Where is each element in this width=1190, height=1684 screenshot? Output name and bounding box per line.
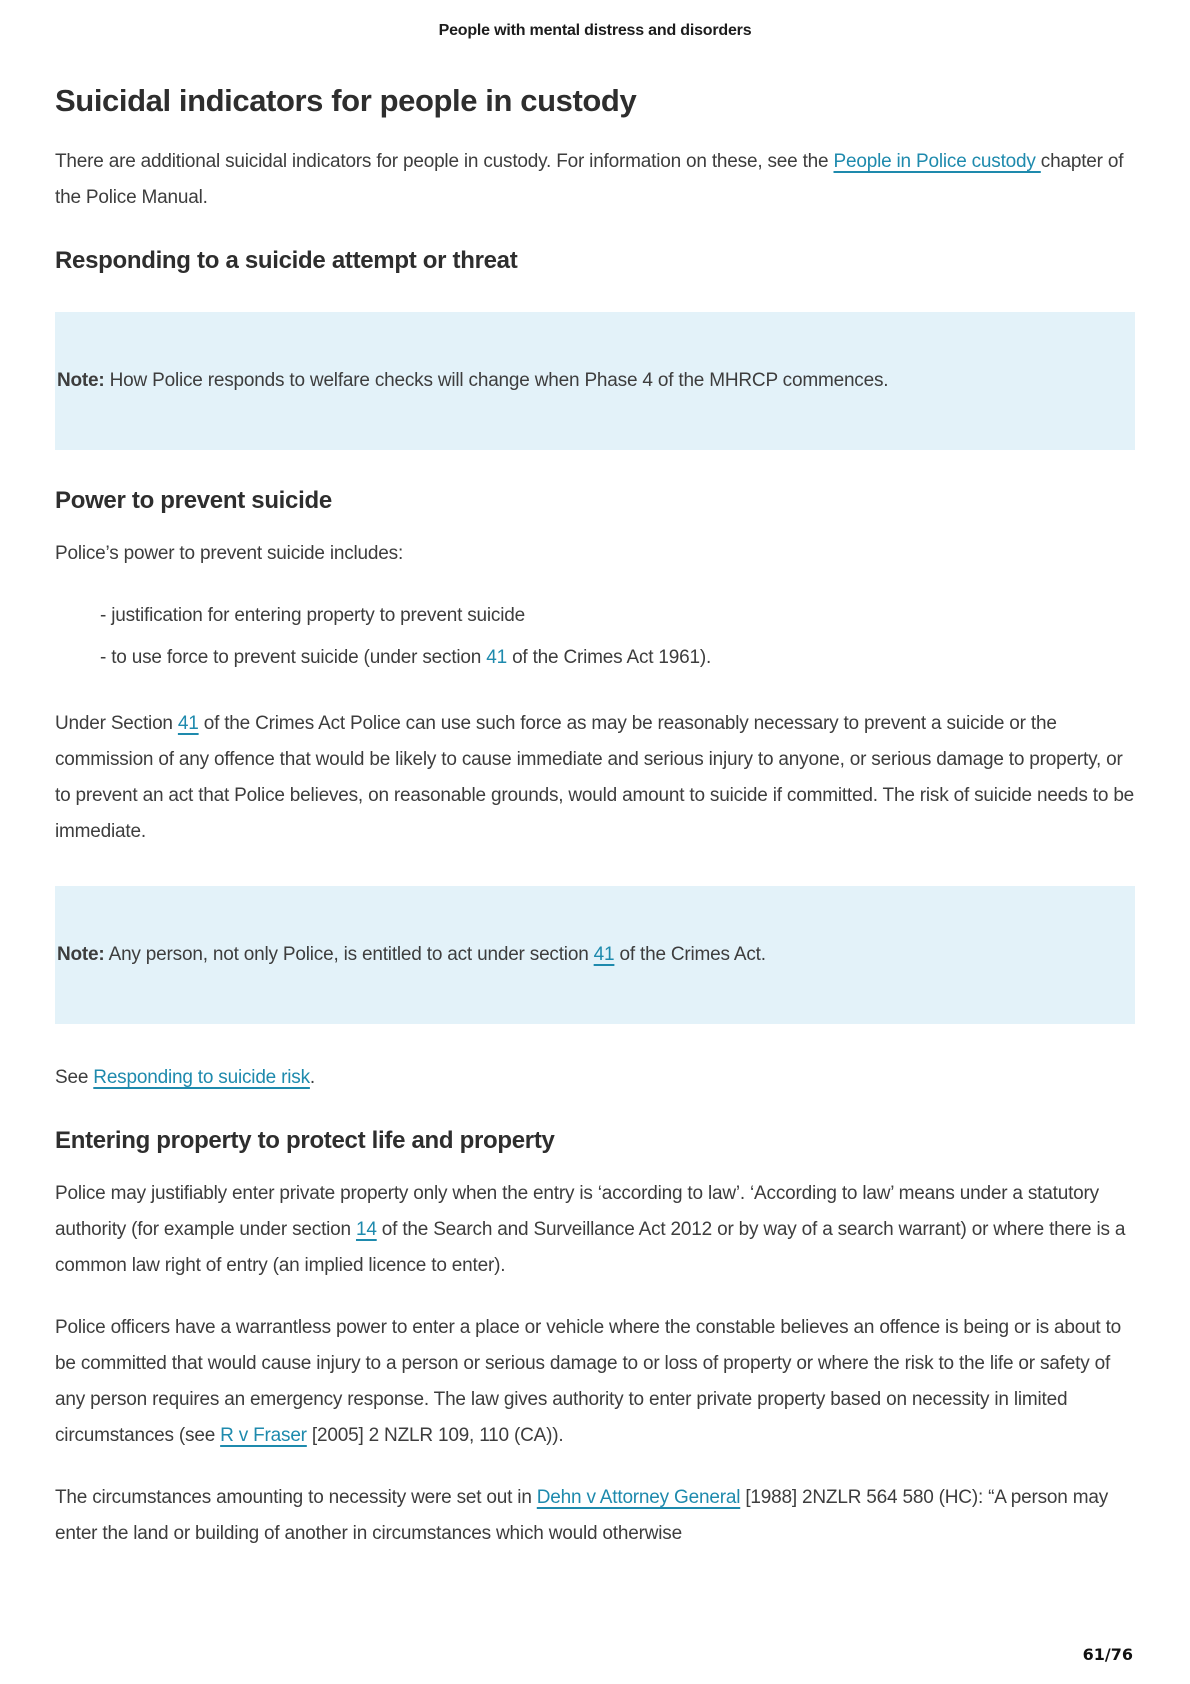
- list-item: [100, 640, 1135, 676]
- text-run: Police’s power to prevent suicide includes:: [55, 543, 404, 564]
- document-body: [55, 82, 1135, 1552]
- text-run: of the Crimes Act.: [614, 944, 766, 965]
- note-box: [55, 886, 1135, 1024]
- text-run: There are additional suicidal indicators for people in custody. For information on these, see the: [55, 151, 834, 172]
- page-title: Suicidal indicators for people in custody: [55, 83, 637, 118]
- link-responding-to-suicide-risk[interactable]: Responding to suicide risk: [93, 1067, 310, 1088]
- paragraph: [55, 1310, 1135, 1454]
- link-people-in-police-custody[interactable]: People in Police custody: [833, 151, 1041, 172]
- bold-label: Note:: [57, 370, 105, 391]
- text-run: of the Search and Surveillance Act 2012 or by way of a search warrant) or where there is a common law right of entry (an implied licence to enter).: [55, 1219, 1126, 1276]
- link-dehn-v-attorney-general[interactable]: Dehn v Attorney General: [536, 1487, 741, 1508]
- text-run: Police may justifiably enter private property only when the entry is ‘according to law’. ‘According to law’ means under a statutory authority (for example under section: [55, 1183, 1099, 1240]
- text-run: - to use force to prevent suicide (under section: [100, 647, 487, 668]
- text-run: How Police responds to welfare checks will change when Phase 4 of the MHRCP commences.: [104, 370, 889, 391]
- link-41[interactable]: 41: [177, 713, 199, 734]
- text-run: [1988] 2NZLR 564 580 (HC): “A person may enter the land or building of another in circumstances which would otherwise: [55, 1487, 1109, 1544]
- page-number: 61/76: [1082, 1645, 1133, 1664]
- text-run: - justification for entering property to prevent suicide: [100, 605, 525, 626]
- bold-label: Note:: [57, 944, 105, 965]
- text-run: See: [55, 1067, 94, 1088]
- dash-list: [55, 598, 1135, 676]
- list-item: [100, 598, 1135, 634]
- text-run: .: [309, 1067, 315, 1088]
- paragraph: [55, 144, 1135, 216]
- link-14[interactable]: 14: [355, 1219, 377, 1240]
- paragraph: [55, 1480, 1135, 1552]
- section-heading: Responding to a suicide attempt or threat: [55, 247, 518, 274]
- text-run: of the Crimes Act 1961).: [506, 647, 712, 668]
- section-heading: Power to prevent suicide: [55, 487, 332, 514]
- section-heading: Entering property to protect life and property: [55, 1127, 555, 1154]
- text-run: Under Section: [55, 713, 178, 734]
- paragraph: [55, 536, 1135, 572]
- note-text: [57, 368, 1119, 394]
- note-text: [57, 942, 1119, 968]
- link-41[interactable]: 41: [593, 944, 615, 965]
- paragraph: [55, 706, 1135, 850]
- link-41[interactable]: 41: [486, 647, 507, 668]
- text-run: chapter of the Police Manual.: [55, 151, 1124, 208]
- text-run: The circumstances amounting to necessity were set out in: [55, 1487, 537, 1508]
- paragraph: [55, 1176, 1135, 1284]
- link-r-v-fraser[interactable]: R v Fraser: [220, 1425, 307, 1446]
- note-box: [55, 312, 1135, 450]
- text-run: of the Crimes Act Police can use such force as may be reasonably necessary to prevent a suicide or the commission of any offence that would be likely to cause immediate and serious injury to anyone, or serious damage to property, or to prevent an act that Police believes, on reasonable grounds, would amount to suicide if committed. The risk of suicide needs to be immediate.: [55, 713, 1135, 842]
- paragraph: [55, 1060, 1135, 1096]
- text-run: [2005] 2 NZLR 109, 110 (CA)).: [306, 1425, 564, 1446]
- text-run: Police officers have a warrantless power to enter a place or vehicle where the constable believes an offence is being or is about to be committed that would cause injury to a person or serious damage to or loss of property or where the risk to the life or safety of any person requires an emergency response. The law gives authority to enter private property based on necessity in limited circumstances (see: [55, 1317, 1122, 1446]
- running-header: People with mental distress and disorders: [438, 22, 752, 39]
- text-run: Any person, not only Police, is entitled to act under section: [104, 944, 594, 965]
